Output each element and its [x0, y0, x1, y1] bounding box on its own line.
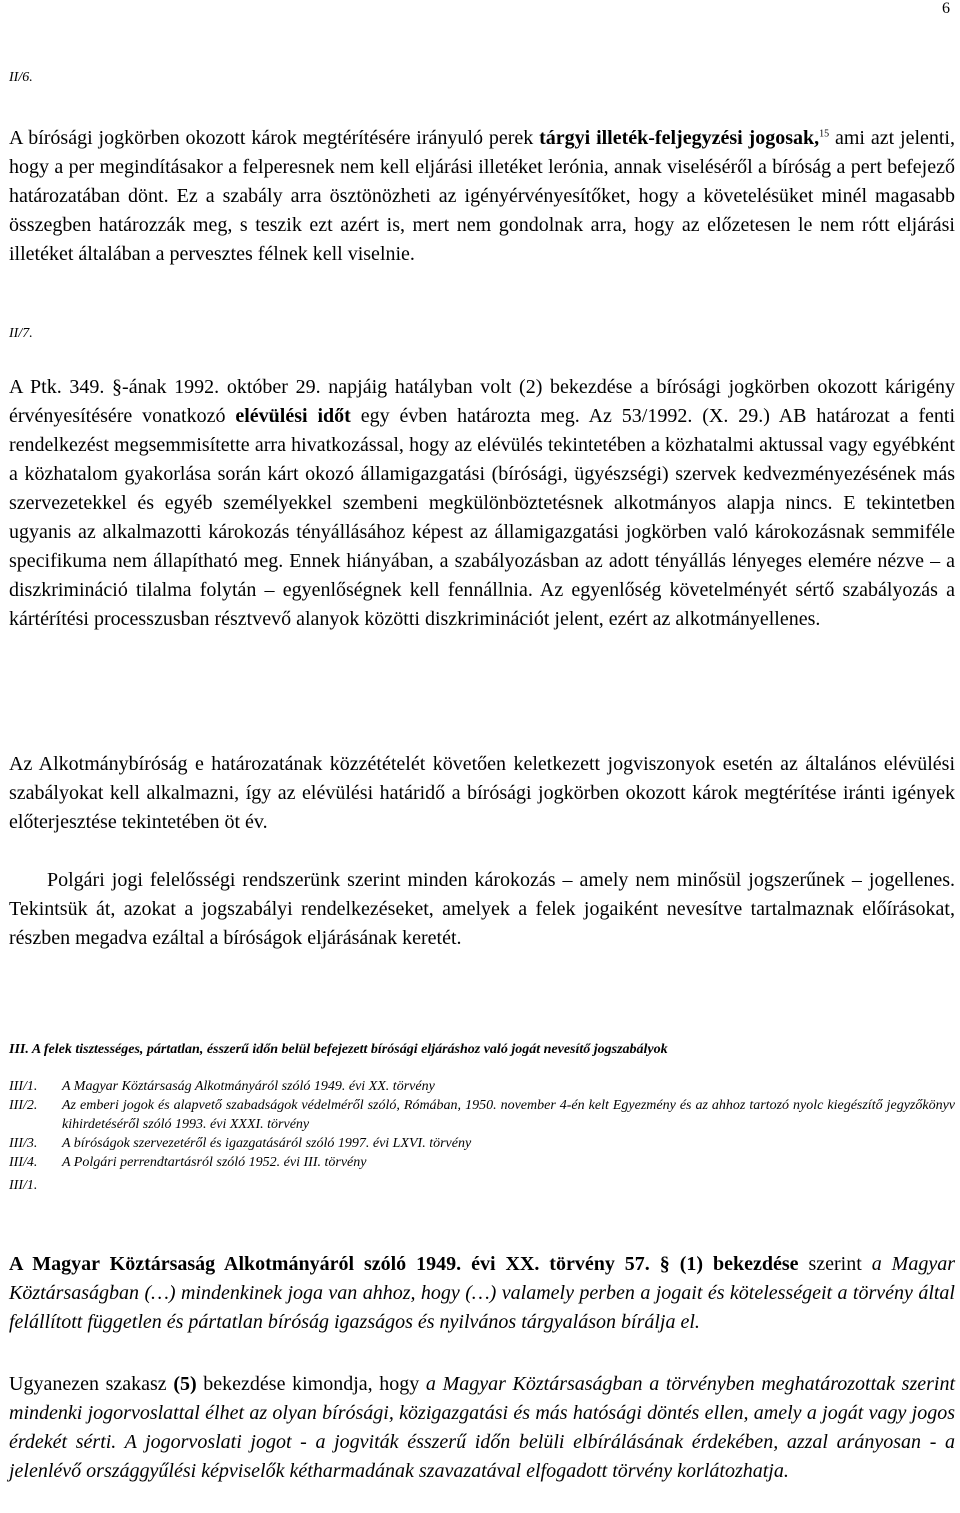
paragraph-text: szerint — [798, 1253, 872, 1275]
paragraph-text: A Ptk. 349. §-ának 1992. október 29. napjáig hatályban volt (2) bekezdése a bírósági jogkörben okozott kárigény érvényesítésére vonatkozó — [9, 376, 955, 427]
list-item-number: III/1. — [9, 1079, 38, 1094]
section-label-ii6: II/6. — [9, 70, 33, 85]
bold-term: A Magyar Köztársaság Alkotmányáról szóló 1949. évi XX. törvény 57. § (1) bekezdése — [9, 1253, 799, 1275]
bold-term: (5) — [173, 1373, 197, 1395]
paragraph-ii7-2: Az Alkotmánybíróság e határozatának közzétételét követően keletkezett jogviszonyok esetén az általános elévülési szabályokat kell alkalmazni, így az elévülési határidő a bírósági jogkörben okozott károk megtérítése iránti igények előterjesztése tekintetében öt év. — [9, 753, 955, 833]
footnote-ref[interactable]: 15 — [819, 128, 830, 140]
list-item — [9, 1077, 955, 1096]
section-label-ii7: II/7. — [9, 326, 33, 341]
quoted-text: a Magyar Köztársaságban a törvényben meghatározottak szerint mindenki jogorvoslattal élhet az olyan bírósági, közigazgatási és más hatósági döntés ellen, amely a jogát vagy jogos érdekét sérti. A jogorvoslati jogot - a jogviták ésszerű időn belüli elbírálásának érdekében, azzal arányosan - a jelenlévő országgyűlési képviselők kétharmadának szavazatával elfogadott törvény korlátozhatja. — [9, 1373, 955, 1482]
paragraph-ii7-1 — [9, 373, 955, 634]
paragraph-text: Ugyanezen szakasz — [9, 1373, 174, 1395]
paragraph-text: A bírósági jogkörben okozott károk megtérítésére irányuló perek — [9, 127, 540, 149]
list-item-number: III/3. — [9, 1136, 38, 1151]
paragraph-ii6 — [9, 124, 955, 269]
bold-term: tárgyi illeték-feljegyzési jogosak, — [539, 127, 820, 149]
page-number: 6 — [942, 0, 950, 17]
paragraph-text: ami azt jelenti, hogy a per megindításakor a felperesnek nem kell eljárási illetéket lerónia, annak viseléséről a bíróság a pert befejező határozatában dönt. Ez a szabály arra ösztönözheti az igényérvényesítőket, hogy a követelésüket minél magasabb összegben határozzák meg, s teszik ezt azért is, mert nem gondolnak arra, hogy az előzetesen le nem rótt eljárási illetéket általában a pervesztes félnek kell viselnie. — [9, 127, 955, 265]
section-heading-iii: III. A felek tisztességes, pártatlan, ésszerű időn belül befejezett bírósági eljáráshoz való jogát nevesítő jogszabályok — [9, 1042, 668, 1057]
list-item — [9, 1134, 955, 1153]
section-label-iii1: III/1. — [9, 1178, 38, 1193]
paragraph-text: bekezdése kimondja, hogy — [196, 1373, 426, 1395]
paragraph-iii1-2 — [9, 1370, 955, 1486]
bold-term: elévülési időt — [235, 405, 351, 427]
list-item-number: III/2. — [9, 1098, 38, 1113]
list-item — [9, 1096, 955, 1134]
list-item-text: A Polgári perrendtartásról szóló 1952. évi III. törvény — [62, 1155, 367, 1170]
paragraph-text: egy évben határozta meg. Az 53/1992. (X. 29.) AB határozat a fenti rendelkezést megsemmisítette arra hivatkozással, hogy az elévülés tekintetében a közhatalmi aktussal vagy egyébként a közhatalom gyakorlása során kárt okozó államigazgatási (bírósági, ügyészségi) szervek kedvezményezésének más szervezetekkel és egyéb személyekkel szembeni megkülönböztetésnek alkotmányos alapja nincs. E tekintetben ugyanis az alkalmazotti károkozás tényállásához képest az államigazgatási jogkörben való károkozásnak semmiféle specifikuma nem állapítható meg. Ennek hiányában, a szabályozásban az adott tényállás lényeges elemére nézve – a diszkrimináció tilalma folytán – egyenlőségnek kell fennállnia. Az egyenlőség követelményét sértő szabályozás a kártérítési processzusban résztvevő alanyok közötti diszkriminációt jelent, ezért az alkotmányellenes. — [9, 405, 955, 630]
list-item-text: Az emberi jogok és alapvető szabadságok védelméről szóló, Rómában, 1950. november 4-én kelt Egyezmény és az ahhoz tartozó nyolc kiegészítő jegyzőkönyv kihirdetéséről szóló 1993. évi XXXI. törvény — [62, 1098, 955, 1132]
paragraph-iii1-1 — [9, 1250, 955, 1337]
list-item-text: A bíróságok szervezetéről és igazgatásáról szóló 1997. évi LXVI. törvény — [62, 1136, 472, 1151]
paragraph-ii7-3: Polgári jogi felelősségi rendszerünk szerint minden károkozás – amely nem minősül jogszerűnek – jogellenes. Tekintsük át, azokat a jogszabályi rendelkezéseket, amelyek a felek jogaiként nevesítve tartalmaznak előírásokat, részben megadva ezáltal a bíróságok eljárásának keretét. — [9, 869, 955, 949]
legislation-list — [9, 1077, 955, 1172]
list-item — [9, 1153, 955, 1172]
list-item-number: III/4. — [9, 1155, 38, 1170]
list-item-text: A Magyar Köztársaság Alkotmányáról szóló 1949. évi XX. törvény — [62, 1079, 435, 1094]
quoted-text: a Magyar Köztársaságban (…) mindenkinek joga van ahhoz, hogy (…) valamely perben a jogait és kötelességeit a törvény által felállított független és pártatlan bíróság igazságos és nyilvános tárgyaláson bírálja el. — [9, 1253, 955, 1333]
